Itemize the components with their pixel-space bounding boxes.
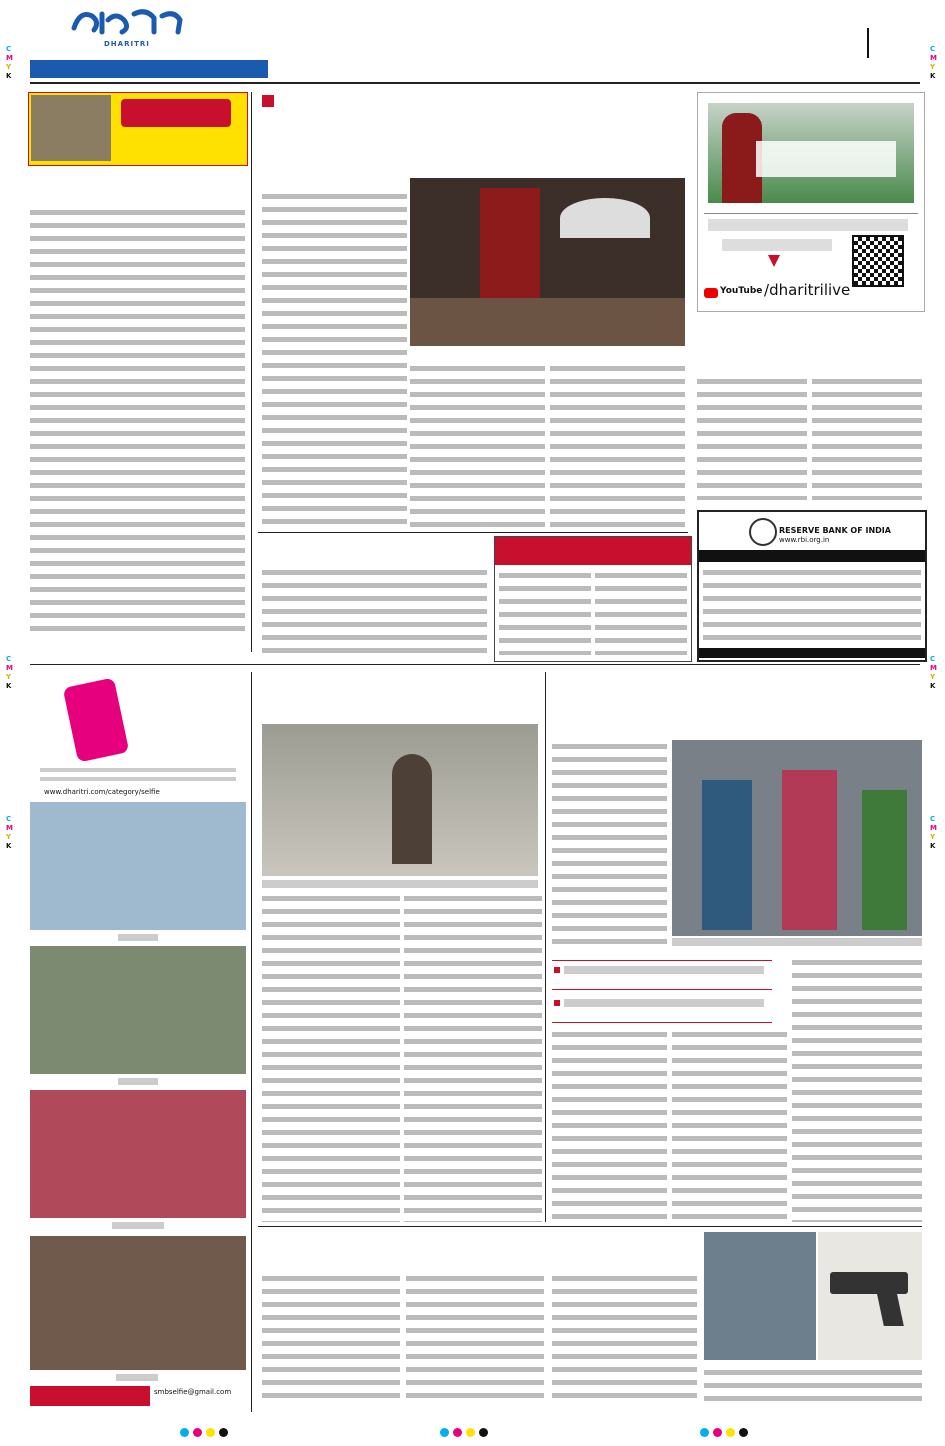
selfie-info-lines (40, 768, 236, 786)
left-feature-header (28, 92, 248, 166)
youtube-icon (704, 288, 718, 298)
bear-body (262, 566, 487, 658)
rbi-body (703, 566, 921, 646)
selfie-footer-bar (30, 1386, 150, 1406)
rbi-title-en: RESERVE BANK OF INDIA (779, 526, 891, 535)
selfie-name-2 (118, 1078, 158, 1085)
kartika-highlight-1 (552, 960, 772, 990)
right-ad-panel[interactable] (697, 92, 925, 312)
selfie-name-1 (118, 934, 158, 941)
pistol-grip-icon (876, 1290, 904, 1326)
cmyk-mark-right-mid: C M Y K (930, 655, 937, 690)
left-col-rule (251, 92, 252, 652)
lead-photo (410, 178, 685, 346)
masthead (0, 0, 945, 90)
reg-dot-black-2 (479, 1428, 488, 1437)
lead-bottom-rule (258, 532, 688, 533)
qr-code-icon (852, 235, 904, 287)
cmyk-mark-left-top: C M Y K (6, 45, 13, 80)
encounter-photo-caption (704, 1366, 922, 1406)
reg-dot-cyan-3 (700, 1428, 709, 1437)
rbi-footer-bar (699, 648, 925, 658)
kartika-highlight-1-line (564, 966, 764, 974)
today-box-col2 (595, 569, 687, 655)
kartika-photo-figure-1 (702, 780, 752, 930)
right-ad-subtitle-line (708, 219, 908, 231)
dateline-bar (30, 60, 268, 78)
today-box (494, 536, 692, 662)
reg-dot-yellow-2 (466, 1428, 475, 1437)
cmyk-mark-right-top: C M Y K (930, 45, 937, 80)
lead-photo-crowd (410, 298, 685, 346)
crocodile-body-col1 (697, 375, 807, 500)
logo-mark (70, 6, 190, 36)
selfie-col-rule (251, 672, 252, 1412)
reg-dot-cyan (180, 1428, 189, 1437)
mid-page-rule (30, 664, 920, 665)
phone-icon (63, 677, 130, 762)
today-box-header (495, 537, 691, 565)
lead-body-col3 (550, 362, 685, 527)
cmyk-mark-left-low: C M Y K (6, 815, 13, 850)
film-photo-caption-line (262, 880, 538, 888)
right-ad-rule (704, 213, 918, 214)
fort-photo (31, 95, 111, 161)
kartika-photo-caption-line (672, 938, 922, 946)
encounter-body-col1 (262, 1272, 400, 1406)
kartika-photo (672, 740, 922, 936)
lower-rule (258, 1226, 922, 1227)
film-body-col1 (262, 892, 400, 1222)
encounter-body-col2 (406, 1272, 544, 1406)
registration-bar (0, 1422, 945, 1442)
kartika-body-col1 (552, 740, 667, 952)
left-feature-body (30, 206, 245, 636)
bullet-square-icon (554, 967, 560, 973)
selfie-photo-3 (30, 1090, 246, 1218)
film-photo-child (392, 754, 432, 864)
section-divider (867, 28, 869, 58)
bullet-square-icon-2 (554, 1000, 560, 1006)
reg-dot-cyan-2 (440, 1428, 449, 1437)
lead-body-col2 (410, 362, 545, 527)
film-photo (262, 724, 538, 876)
film-col-rule (545, 672, 546, 1222)
crocodile-body-col2 (812, 375, 922, 500)
kartika-photo-figure-3 (862, 790, 907, 930)
rbi-emblem-icon (749, 518, 777, 546)
channel-name: dharitrilive (769, 281, 851, 299)
reg-dot-magenta (193, 1428, 202, 1437)
selfie-url: www.dharitri.com/category/selfie (44, 788, 160, 796)
right-ad-ribbon (756, 141, 896, 177)
selfie-ad-header (28, 680, 246, 766)
left-feature-tag (121, 99, 231, 127)
masthead-rule (30, 82, 920, 84)
reg-dot-magenta-3 (713, 1428, 722, 1437)
kartika-body-col4 (792, 956, 922, 1222)
film-body-col2 (404, 892, 542, 1222)
cmyk-mark-left-mid: C M Y K (6, 655, 13, 690)
selfie-photo-4 (30, 1236, 246, 1370)
selfie-footer (30, 1386, 246, 1406)
lead-body-col1 (262, 190, 407, 530)
kicker-square-icon (262, 95, 274, 107)
channel-handle: /dharitrilive (764, 281, 851, 299)
reg-dot-yellow (206, 1428, 215, 1437)
reg-dot-black (219, 1428, 228, 1437)
selfie-email: smbselfie@gmail.com (154, 1388, 232, 1396)
lead-photo-umbrella (560, 198, 650, 238)
kartika-body-col3 (672, 1028, 787, 1222)
section-title (775, 26, 925, 62)
kartika-highlight-2 (552, 994, 772, 1023)
rbi-banner (699, 550, 925, 562)
youtube-label: YouTube (720, 286, 763, 296)
selfie-name-4 (116, 1374, 158, 1381)
selfie-name-3 (112, 1222, 164, 1229)
rbi-url-top: www.rbi.org.in (779, 536, 830, 544)
lead-kicker (262, 92, 682, 112)
reg-dot-yellow-3 (726, 1428, 735, 1437)
logo (70, 6, 190, 48)
today-box-col1 (499, 569, 591, 655)
encounter-photo-victim (704, 1232, 816, 1360)
selfie-photo-2 (30, 946, 246, 1074)
encounter-body-col3 (552, 1272, 697, 1406)
rbi-ad (697, 510, 927, 662)
kartika-photo-figure-2 (782, 770, 837, 930)
down-arrow-icon (768, 255, 780, 267)
kartika-highlight-2-line (564, 999, 764, 1007)
reg-dot-magenta-2 (453, 1428, 462, 1437)
cmyk-mark-right-low: C M Y K (930, 815, 937, 850)
logo-wordmark: DHARITRI (104, 40, 150, 48)
encounter-photo-pistol (818, 1232, 922, 1360)
lead-photo-chariot (480, 188, 540, 298)
kartika-body-col2 (552, 1028, 667, 1222)
right-ad-watch-label (722, 239, 832, 251)
reg-dot-black-3 (739, 1428, 748, 1437)
selfie-photo-1 (30, 802, 246, 930)
